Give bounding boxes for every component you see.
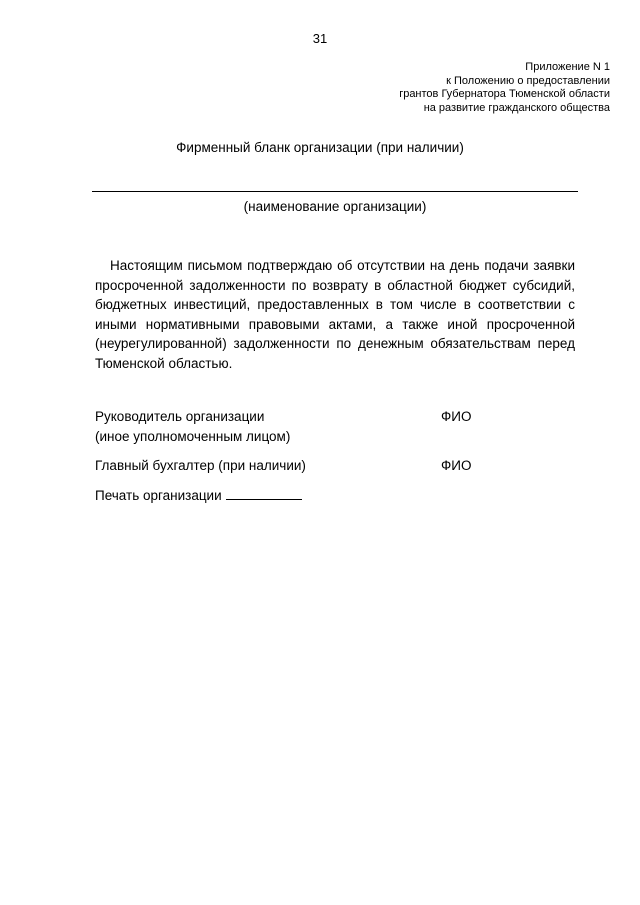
- appendix-line-4: на развитие гражданского общества: [423, 101, 610, 114]
- accountant-signature-label: Главный бухгалтер (при наличии): [95, 458, 306, 473]
- confirmation-paragraph: Настоящим письмом подтверждаю об отсутствии на день подачи заявки просроченной задолженности по возврату в областной бюджет субсидий, бюджетных инвестиций, предоставленных в том числе в соответствии с иными нормативными правовыми актами, а также иной просроченной (неурегулированной) задолженности по денежным обязательствам перед Тюменской областью.: [95, 258, 575, 371]
- head-signature-label: [95, 407, 290, 446]
- accountant-fio: ФИО: [441, 458, 472, 473]
- appendix-line-1: Приложение N 1: [525, 61, 610, 73]
- letterhead-title: Фирменный бланк организации (при наличии): [176, 140, 464, 155]
- organization-name-caption: (наименование организации): [243, 199, 427, 214]
- page-number: 31: [312, 31, 328, 46]
- appendix-reference: [399, 61, 610, 115]
- head-fio: ФИО: [441, 409, 472, 424]
- head-label-line-1: Руководитель организации: [95, 409, 265, 424]
- head-label-line-2: (иное уполномоченным лицом): [95, 428, 291, 444]
- appendix-line-3: грантов Губернатора Тюменской области: [399, 88, 610, 100]
- appendix-line-2: к Положению о предоставлении: [446, 74, 610, 87]
- organization-name-line: [92, 191, 578, 192]
- seal-blank-line: [226, 486, 302, 500]
- seal-label: Печать организации: [95, 488, 222, 503]
- seal-row: [95, 486, 302, 506]
